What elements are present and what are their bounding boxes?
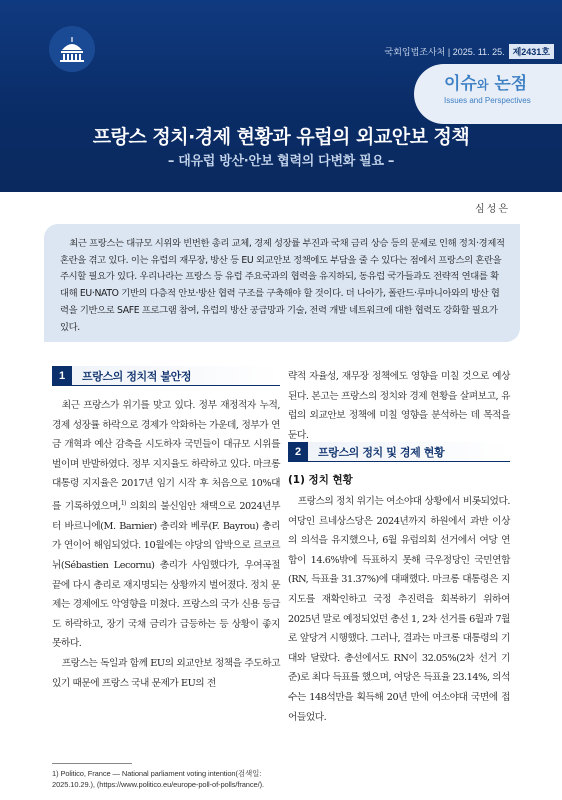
publication-meta [385, 44, 555, 59]
series-subtitle: Issues and Perspectives [444, 96, 531, 105]
section-1-title: 프랑스의 정치적 불안정 [82, 369, 192, 383]
footnote-divider [52, 763, 132, 764]
report-title: 프랑스 정치·경제 현황과 유럽의 외교안보 정책 [92, 126, 470, 148]
section-2-heading [288, 442, 510, 462]
section-1-heading [52, 366, 280, 386]
summary-box [44, 224, 520, 342]
section-1-number: 1 [52, 366, 72, 386]
section-1-paragraph-2: 프랑스는 독일과 함께 EU의 외교안보 정책을 주도하고 있기 때문에 프랑스 국내 문제가 EU의 전 [52, 657, 280, 689]
publication-date: 국회입법조사처 | 2025. 11. 25. [384, 47, 505, 57]
series-brand [414, 64, 562, 124]
summary-text: 최근 프랑스는 대규모 시위와 빈번한 총리 교체, 경제 성장률 부진과 국채 금리 상승 등의 문제로 인해 정치·경제적 혼란을 겪고 있다. 이는 유럽의 재무장, 방산 등 EU 외교안보 정책에도 부담을 줄 수 있다는 점에서 프랑스의 혼란을 주시할 필요가 있다. 우리나라는 프랑스 등 유럽 주요국과의 협력을 유지하되, 동유럽 국가들과도 전략적 연대를 확대해 EU·NATO 기반의 다층적 안보·방산 협력 구조를 구축해야 할 것이다. 더 나아가, 폴란드·루마니아와의 방산 협력을 기반으로 SAFE 프로그램 참여, 유럽의 방산 공급망과 기술, 전력 개발 네트워크에 대한 협력도 강화할 필요가 있다. [60, 238, 505, 333]
series-title-conj: 와 [476, 78, 489, 92]
footnote-1: 1) Politico, France — National parliament voting intention(검색일: 2025.10.29.), (https://www.politico.eu/europe-poll-of-polls/france/). [52, 769, 264, 789]
footnote-ref-1[interactable]: 1) [120, 499, 127, 507]
series-title-tail: 논점 [488, 74, 528, 94]
right-column-continuation: 략적 자율성, 재무장 정책에도 영향을 미칠 것으로 예상된다. 본고는 프랑스의 정치와 경제 현황을 살펴보고, 유럽의 외교안보 정책에 미칠 영향을 분석하는 데 목적을 둔다. [288, 371, 510, 441]
series-title-main: 이슈 [444, 74, 477, 94]
national-assembly-dome-icon [49, 26, 95, 72]
author-name: 심성은 [475, 204, 510, 215]
left-column [52, 396, 280, 693]
right-column [288, 492, 510, 727]
report-subtitle: – 대유럽 방산·안보 협력의 다변화 필요 – [167, 154, 395, 169]
section-2-number: 2 [288, 442, 308, 462]
paragraph-1-part-b: 의회의 불신임안 채택으로 2024년부터 바르니에(M. Barnier) 총리와 베루(F. Bayrou) 총리가 연이어 해임되었다. 10월에는 야당의 압박으로 르코르뉘(Sébastien Lecornu) 총리가 사임했다가, 우여곡절 끝에 다시 총리로 재지명되는 상황까지 벌어졌다. 정치 문제는 경제에도 악영향을 미쳤다. 프랑스의 국가 신용 등급도 하락하고, 장기 국채 금리가 급등하는 등 상황이 좋지 못하다. [52, 501, 280, 650]
series-title [444, 69, 527, 94]
paragraph-1-part-a: 최근 프랑스가 위기를 맞고 있다. 정부 재정적자 누적, 경제 성장률 하락으로 경제가 악화하는 가운데, 정부가 연금 개혁과 예산 감축을 시도하자 국민들이 대규모 시위를 벌이며 반발하였다. 정부 지지율도 하락하고 있다. 마크롱 대통령 지지율은 2017년 임기 시작 후 처음으로 10%대를 기록하였으며, [52, 400, 280, 513]
section-2-title: 프랑스의 정치 및 경제 현황 [318, 445, 445, 459]
report-header [0, 0, 562, 192]
section-2-subheading: (1) 정치 현황 [288, 474, 353, 486]
section-2-paragraph: 프랑스의 정치 위기는 여소야대 상황에서 비롯되었다. 여당인 르네상스당은 2024년까지 하원에서 과반 이상의 의석을 유지했으나, 6월 유럽의회 선거에서 여당 연합이 14.6%밖에 득표하지 못해 극우정당인 국민연합(RN, 득표율 31.37%)에 대패했다. 마크롱 대통령은 지지도를 재확인하고 국정 추진력을 회복하기 위하여 2025년 말로 예정되었던 총선 1, 2차 선거를 6월과 7월로 앞당겨 시행했다. 그러나, 결과는 마크롱 대통령의 기대와 달랐다. 총선에서도 RN이 32.05%(2차 선거 기준)로 최다 득표를 했으며, 여당은 득표율 23.14%, 의석수는 148석만을 획득해 20년 만에 여소야대 국면에 접어들었다. [288, 496, 510, 723]
issue-number-badge: 제2431호 [509, 44, 554, 59]
section-1-paragraph-1 [52, 396, 280, 654]
